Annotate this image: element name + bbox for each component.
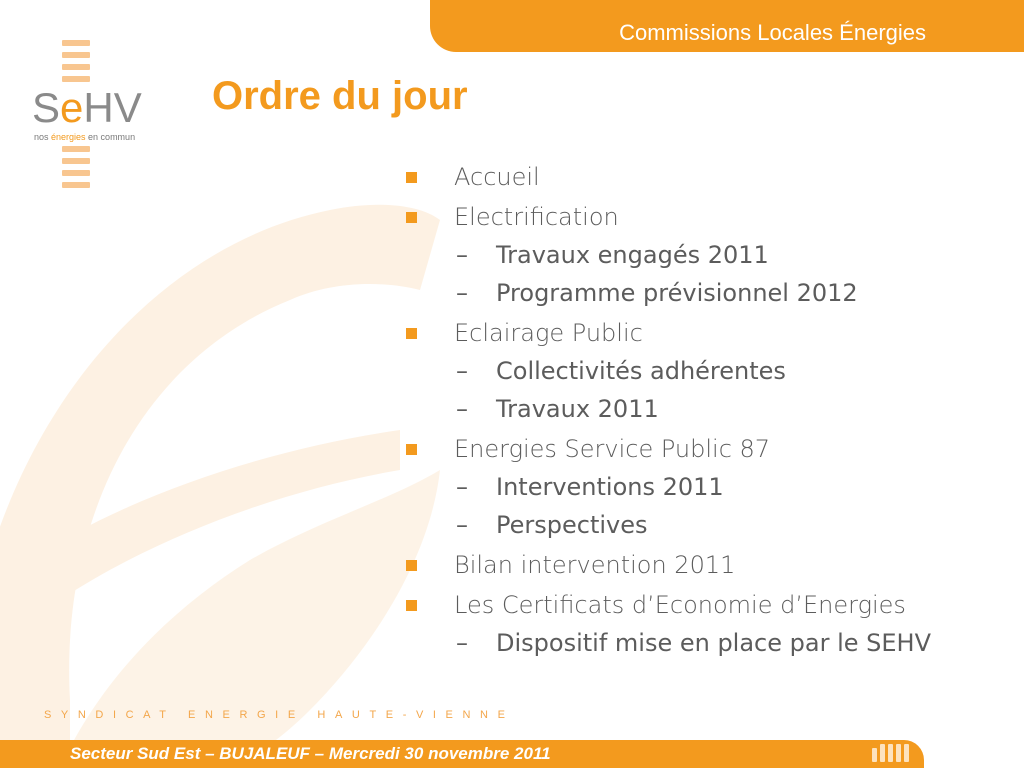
meeting-info: Secteur Sud Est – BUJALEUF – Mercredi 30 novembre 2011 <box>70 744 551 763</box>
agenda-item-label: Bilan intervention 2011 <box>454 551 736 579</box>
agenda-item <box>400 430 1010 468</box>
agenda-item <box>400 158 1010 196</box>
orange-square-bullet-icon <box>406 560 417 571</box>
orange-square-bullet-icon <box>406 600 417 611</box>
logo-bar <box>62 64 90 70</box>
banner-title: Commissions Locales Énergies <box>619 20 926 45</box>
logo-bar <box>62 40 90 46</box>
logo-bar <box>62 52 90 58</box>
agenda-subitem-label: Interventions 2011 <box>496 473 724 501</box>
logo-bar <box>62 76 90 82</box>
dash-marker: – <box>456 511 468 539</box>
orange-square-bullet-icon <box>406 444 417 455</box>
agenda-item <box>400 198 1010 236</box>
agenda-item-label: Energies Service Public 87 <box>454 435 771 463</box>
agenda-item <box>400 546 1010 584</box>
agenda-subitem-label: Dispositif mise en place par le SEHV <box>496 629 932 657</box>
dash-marker: – <box>456 357 468 385</box>
agenda-subitem <box>400 352 1010 390</box>
agenda-subitem-label: Travaux 2011 <box>496 395 659 423</box>
header-banner <box>430 0 1024 52</box>
bars-icon <box>872 744 912 764</box>
agenda-subitem <box>400 624 1010 662</box>
agenda-subitem <box>400 468 1010 506</box>
dash-marker: – <box>456 473 468 501</box>
logo-wordmark: SeHV <box>32 84 142 131</box>
dash-marker: – <box>456 629 468 657</box>
agenda-item-label: Accueil <box>454 163 540 191</box>
orange-square-bullet-icon <box>406 328 417 339</box>
logo-tagline: nos énergies en commun <box>34 132 136 142</box>
orange-square-bullet-icon <box>406 212 417 223</box>
agenda-item-label: Eclairage Public <box>454 319 643 347</box>
agenda-item <box>400 314 1010 352</box>
dash-marker: – <box>456 241 468 269</box>
agenda-item <box>400 586 1010 624</box>
agenda-subitem-label: Collectivités adhérentes <box>496 357 786 385</box>
agenda-subitem <box>400 390 1010 428</box>
logo-bar <box>62 170 90 176</box>
agenda-subitem <box>400 274 1010 312</box>
dash-marker: – <box>456 279 468 307</box>
footer-bar <box>0 740 924 768</box>
slide-title: Ordre du jour <box>212 74 468 118</box>
logo-bar <box>62 146 90 152</box>
agenda-subitem <box>400 506 1010 544</box>
dash-marker: – <box>456 395 468 423</box>
orange-square-bullet-icon <box>406 172 417 183</box>
agenda-subitem-label: Perspectives <box>496 511 648 539</box>
agenda-subitem-label: Programme prévisionnel 2012 <box>496 279 858 307</box>
agenda-item-label: Electrification <box>454 203 619 231</box>
logo-bar <box>62 158 90 164</box>
agenda-list <box>400 158 1010 664</box>
agenda-item-label: Les Certificats d’Economie d’Energies <box>454 591 906 619</box>
agenda-subitem-label: Travaux engagés 2011 <box>496 241 769 269</box>
organization-name: SYNDICAT ENERGIE HAUTE-VIENNE <box>44 709 515 721</box>
agenda-subitem <box>400 236 1010 274</box>
sehv-logo <box>28 38 168 188</box>
logo-bar <box>62 182 90 188</box>
